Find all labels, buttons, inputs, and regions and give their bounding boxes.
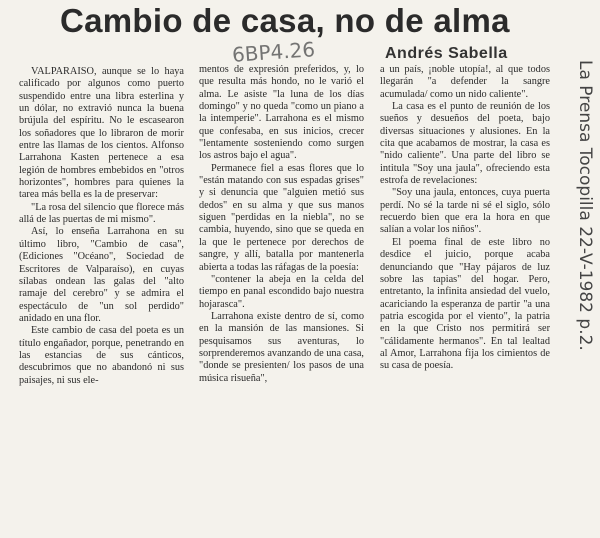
- paragraph: VALPARAISO, aunque se lo haya calificado por algunos como puerto suspendido entre una libra esterlina y un dólar, no extravió nunca la buena brújula del espíritu. No le escasearon los soñadores que lo libraron de morir entre las llamas de los cientos. Alfonso Larrahona Kasten pertenece a esa legión de hombres embebidos en "otros horizontes", hombres para quienes la tarea más bella es la de preservar:: [19, 66, 184, 201]
- paragraph: Así, lo enseña Larrahona en su último libro, "Cambio de casa", (Ediciones "Océano", Sociedad de Escritores de Valparaíso), en cuyas sílabas ondean las galas del "alto ramaje del cerebro" y se admira el espectáculo de "un sol perdido" anidado en una flor.: [19, 226, 184, 324]
- paragraph: mentos de expresión preferidos, y, lo que resulta más hondo, no le varió el alma. Le asiste "la luna de los días domingo" y no queda "como un piano a la intemperie". Larrahona es el mismo que confesaba, en sus inicios, crecer "lentamente sosteniendo como surgen los astros bajo el agua".: [199, 64, 364, 162]
- paragraph: Permanece fiel a esas flores que lo "están matando con sus espadas grises" y si denuncia que "alguien metió sus dedos" en su alma y que sus manos siguen "perdidas en la niebla", no se cambia, huyendo, sino que se queda en la que le pertenece por derechos de sangre, y allí, batalla por mantenerla abierta a todas las ráfagas de la poesía:: [199, 162, 364, 273]
- article-column-3: [380, 64, 550, 373]
- byline: Andrés Sabella: [385, 45, 508, 62]
- handwritten-source-note: La Prensa Tocopilla 22-V-1982 p.2.: [575, 60, 595, 351]
- paragraph: "Soy una jaula, entonces, cuya puerta perdí. No sé la tarde ni sé el siglo, sólo recuerdo bien que era la hora en que salían a volar los niños".: [380, 187, 550, 236]
- archive-code: 6BP4.26: [231, 37, 316, 67]
- article-column-1: [19, 66, 184, 387]
- paragraph: Este cambio de casa del poeta es un título engañador, porque, penetrando en las estancias de sus cánticos, descubrimos que no abandonó ni sus paisajes, ni sus ele-: [19, 325, 184, 386]
- paragraph: "contener la abeja en la celda del tiempo en panal escondido bajo nuestra hojarasca".: [199, 273, 364, 310]
- headline: Cambio de casa, no de alma: [60, 2, 510, 39]
- paragraph: Larrahona existe dentro de sí, como en la mansión de las mansiones. Si pesquisamos sus aventuras, lo sorprenderemos avanzando de una casa, "donde se presienten/ los pasos de una música risueña",: [199, 310, 364, 384]
- paragraph: La casa es el punto de reunión de los sueños y desueños del poeta, bajo diversas situaciones y alusiones. En la cita que acabamos de mostrar, la casa es "nido caliente". Una parte del libro se intitula "Soy una jaula", ofreciendo esta estrofa de revelaciones:: [380, 101, 550, 187]
- paragraph: El poema final de este libro no desdice el juicio, porque acaba denunciando que "Hay pájaros de luz sobre las tapias" del hogar. Pero, entretanto, la infinita ansiedad del vuelo, acariciando la esperanza de partir "a una patria escogida por el viento", la patria en la que Cristo nos permitirá ser "cálidamente hermanos". En tal lealtad al Amor, Larrahona fija los cimientos de su casa de poesía.: [380, 236, 550, 372]
- paragraph: "La rosa del silencio que florece más allá de las puertas de mi mismo".: [19, 201, 184, 226]
- article-column-2: [199, 64, 364, 385]
- paragraph: a un país, ¡noble utopía!, al que todos llegarán "a defender la sangre acumulada/ como un nido caliente".: [380, 64, 550, 100]
